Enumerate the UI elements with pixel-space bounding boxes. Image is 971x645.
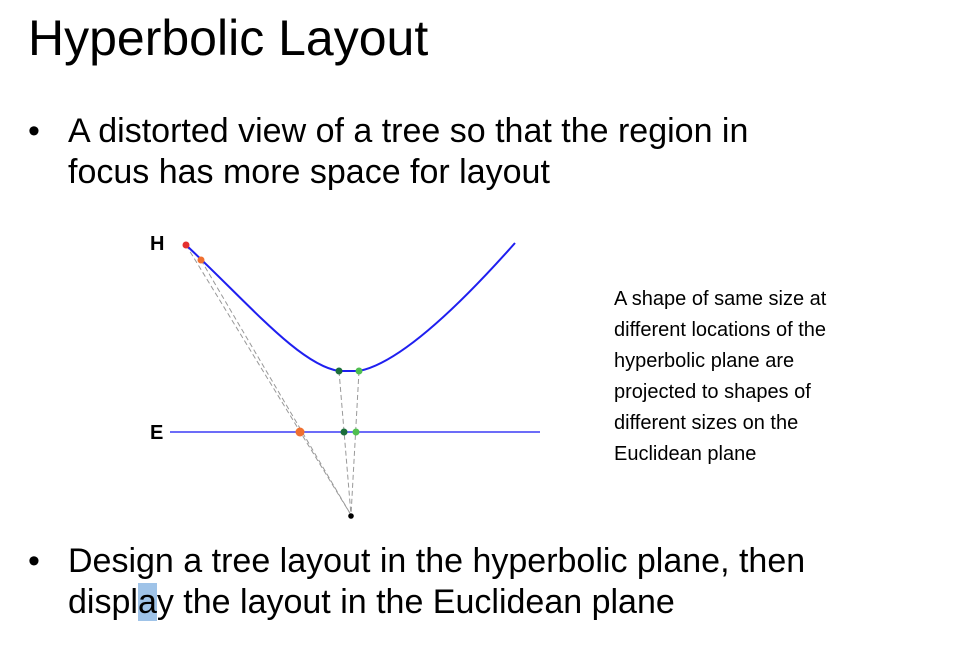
- projection-lines: [186, 245, 359, 515]
- projection-origin-point: [348, 513, 354, 519]
- caption-line-3: hyperbolic plane are: [614, 350, 795, 372]
- projection-line-h: [186, 245, 351, 515]
- bullet-2-text: [68, 541, 958, 623]
- projection-line-dark-green: [339, 371, 351, 515]
- light-green-point-hyperbolic: [356, 368, 363, 375]
- bullet-2-line-2-start: displ: [68, 583, 138, 621]
- bullet-dot: •: [28, 542, 40, 580]
- diagram-caption: [614, 284, 914, 470]
- label-e: E: [150, 422, 164, 444]
- caption-line-2: different locations of the: [614, 319, 826, 341]
- bullet-2-line-1: Design a tree layout in the hyperbolic plane, then: [68, 542, 806, 580]
- bullet-1-line-2: focus has more space for layout: [68, 153, 550, 191]
- text-selection-highlight: a: [137, 583, 157, 621]
- h-point: [183, 242, 190, 249]
- bullet-dot: •: [28, 112, 40, 150]
- orange-point-euclidean: [296, 428, 305, 437]
- caption-line-5: different sizes on the: [614, 412, 799, 434]
- dark-green-point-hyperbolic: [336, 368, 343, 375]
- label-h: H: [150, 233, 165, 255]
- dark-green-point-euclidean: [341, 429, 348, 436]
- orange-point-hyperbolic: [198, 257, 205, 264]
- slide-title: Hyperbolic Layout: [28, 10, 429, 66]
- hyperbolic-projection-diagram: [130, 225, 550, 530]
- bullet-2-line-2: [68, 582, 958, 623]
- caption-line-4: projected to shapes of: [614, 381, 811, 403]
- caption-line-1: A shape of same size at: [614, 288, 827, 310]
- bullet-2-line-2-end: y the layout in the Euclidean plane: [156, 583, 675, 621]
- caption-line-6: Euclidean plane: [614, 443, 757, 465]
- bullet-1-line-1: A distorted view of a tree so that the region in: [68, 112, 749, 150]
- hyperbolic-curve: [186, 243, 515, 371]
- projection-line-light-green: [351, 371, 359, 515]
- bullet-1-text: [68, 111, 958, 193]
- projection-line-orange: [201, 260, 351, 515]
- light-green-point-euclidean: [353, 429, 360, 436]
